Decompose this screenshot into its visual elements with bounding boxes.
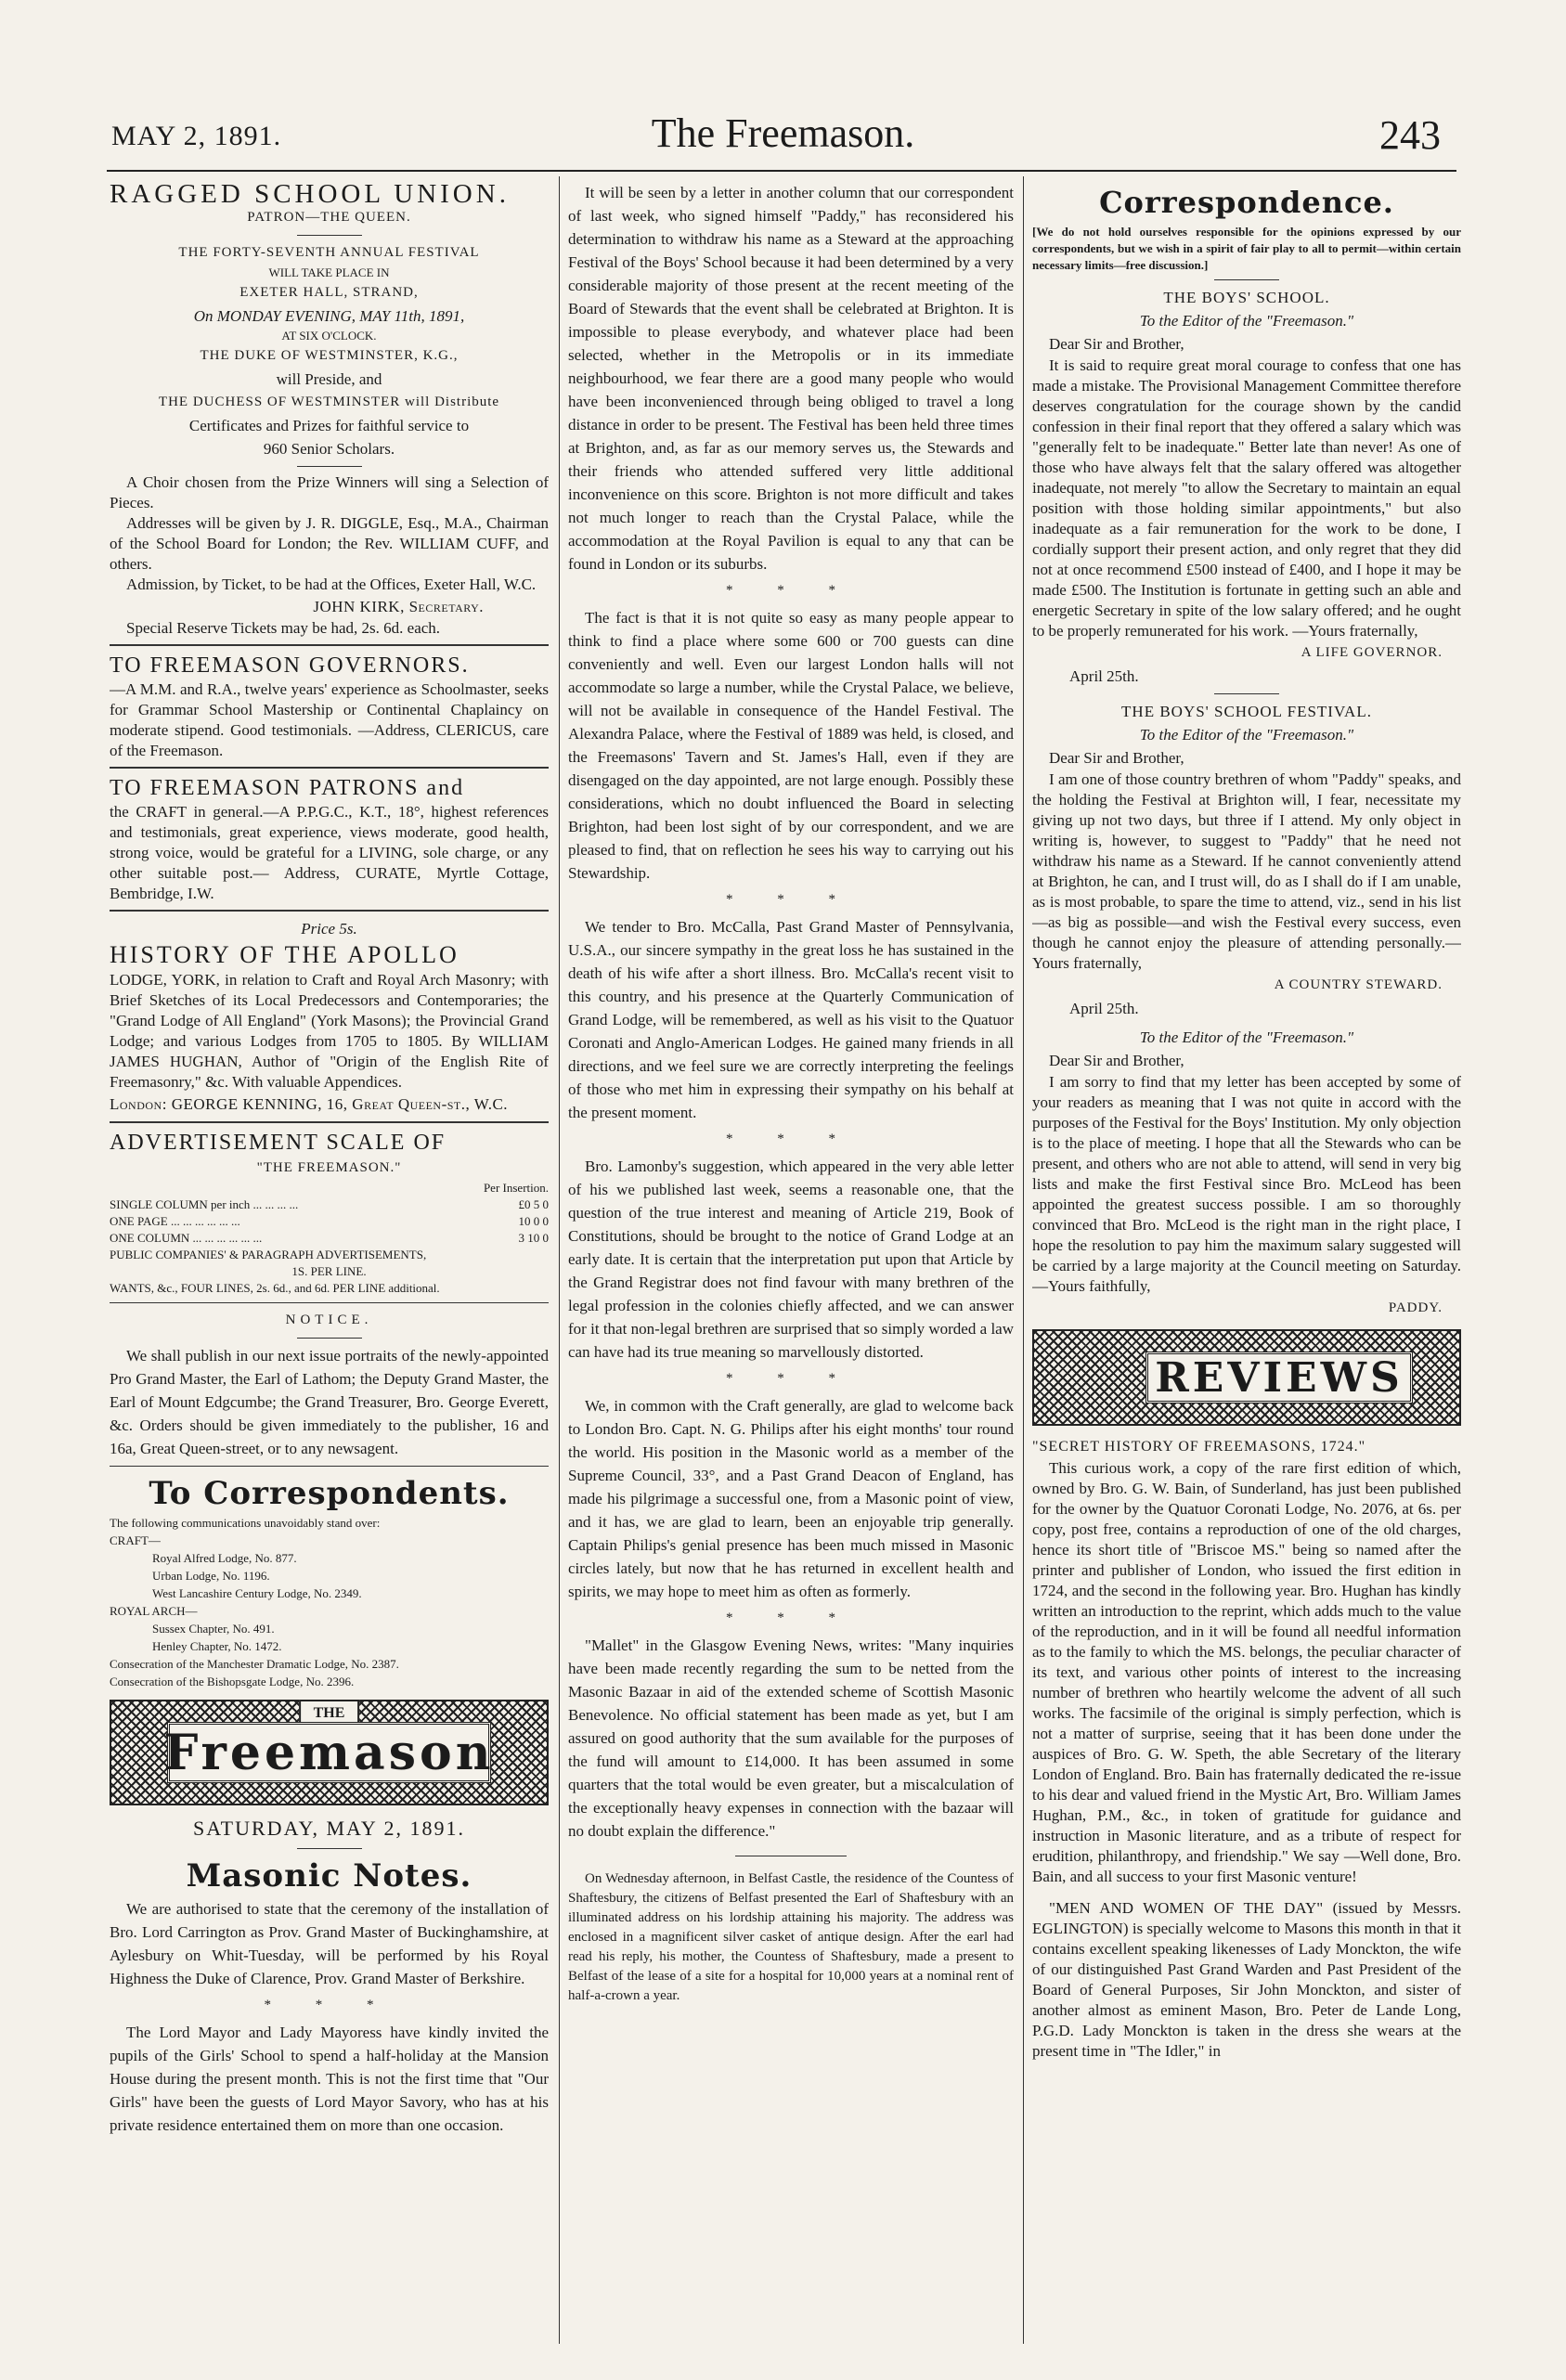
governors-heading: TO FREEMASON GOVERNORS. <box>110 653 470 678</box>
issue-date: SATURDAY, MAY 2, 1891. <box>193 1817 465 1840</box>
letter-salute: Dear Sir and Brother, <box>1049 1052 1184 1069</box>
adscale-row-label: ONE COLUMN ... ... ... ... ... ... <box>110 1231 263 1245</box>
divider <box>297 466 362 467</box>
divider <box>297 1848 362 1849</box>
letter-salute: Dear Sir and Brother, <box>1049 335 1184 353</box>
correspondents-heading: To Correspondents. <box>149 1475 510 1512</box>
section-stars: * * * <box>726 892 856 907</box>
letter-salute: Dear Sir and Brother, <box>1049 749 1184 767</box>
ragged-scholars: 960 Senior Scholars. <box>263 440 395 458</box>
divider <box>1214 279 1279 280</box>
adscale-heading: ADVERTISEMENT SCALE OF <box>110 1131 447 1155</box>
adscale-wants: WANTS, &c., FOUR LINES, 2s. 6d., and 6d. PER LINE additional. <box>110 1281 440 1295</box>
divider <box>110 1466 549 1467</box>
adscale-perline: 1S. PER LINE. <box>291 1264 367 1278</box>
correspondence-disclaimer: [We do not hold ourselves responsible for the opinions expressed by our correspondents, but we wish in a spirit of fair play to all to permit—within certain necessary limits—free discussion.] <box>1032 225 1461 272</box>
apollo-publisher: London: GEORGE KENNING, 16, Great Queen-st., W.C. <box>110 1095 509 1113</box>
patrons-heading: TO FREEMASON PATRONS and <box>110 776 465 800</box>
divider <box>110 644 549 646</box>
divider <box>110 910 549 912</box>
adscale-row <box>110 1196 549 1213</box>
craft-label: CRAFT— <box>110 1533 161 1547</box>
ragged-heading: RAGGED SCHOOL UNION. <box>110 181 510 209</box>
editorial-paragraph: On Wednesday afternoon, in Belfast Castle, the residence of the Countess of Shaftesbury, the citizens of Belfast presented the Earl of Shaftesbury with an illuminated address on his lordship attaining his majority. The address was enclosed in a magnificent silver casket of antique design. After the earl had read his reply, his mother, the Countess of Shaftesbury, made a present to Belfast of the lease of a site for a hospital for 10,000 years at a nominal rent of half-a-crown a year. <box>568 1871 1014 2003</box>
letter-to: To the Editor of the "Freemason." <box>1139 1028 1354 1046</box>
editorial-paragraph: Bro. Lamonby's suggestion, which appeared in the very able letter of his we published last week, seems a reasonable one, that the question of the true interest and meaning of Article 219, Book of Constitutions, should be brought to the notice of Grand Lodge at an early date. It is certain that the interpretation put upon that Article by the Grand Registrar does not find favour with many brethren of the legal profession in the colonies chiefly affected, and we can answer for it that non-legal brethren are surprised that so simply worded a law can have had its true meaning so marvellously distorted. <box>568 1158 1014 1361</box>
editorial-paragraph: We tender to Bro. McCalla, Past Grand Master of Pennsylvania, U.S.A., our sincere sympathy in the great loss he has sustained in the death of his wife after a short illness. Bro. McCalla's recent visit to this country, and his presence at the Quarterly Communication of Grand Lodge, will be remembered, as well as his visit to the Quatuor Coronati and Anglo-American Lodges. He gained many friends in all directions, and we feel sure we are correctly interpreting the feelings of those who met him in expressing their sympathy on his behalf at the present moment. <box>568 918 1014 1121</box>
letter-body: It is said to require great moral courage to confess that one has made a mistake. The Provisional Management Committee therefore deserves congratulation for the courage shown by the candid confession in their final report that they offered a salary which was "generally felt to be inadequate." Better late than never! As one of those who have always felt that the salary offered was altogether inadequate, not merely "to allow the Secretary to maintain an equal position with those holding similar appointments," but also inadequate as a fair remuneration for the work to be done, I cordially support their present action, and only regret that they did not at once recommend £500 instead of £400, and I hope it may be made £500. The Institution is fortunate in getting such an able and energetic Secretary in spite of the low salary offered; and he ought to be properly remunerated for his work. —Yours fraternally, <box>1032 356 1461 640</box>
consecration-item: Consecration of the Manchester Dramatic Lodge, No. 2387. <box>110 1657 399 1671</box>
apollo-heading: HISTORY OF THE APOLLO <box>110 941 459 968</box>
ragged-venue: EXETER HALL, STRAND, <box>239 285 419 300</box>
adscale-row-label: ONE PAGE ... ... ... ... ... ... <box>110 1214 240 1228</box>
review-body: "MEN AND WOMEN OF THE DAY" (issued by Messrs. EGLINGTON) is specially welcome to Masons this month in that it contains excellent speaking likenesses of Lady Monckton, the wife of our distinguished Past Grand Warden and Past President of the Board of General Purposes, Sir John Monckton, and sister of another almost as eminent Mason, Bro. Peter de Lande Long, P.G.D. Lady Monckton is taken in the dress she wears at the present time in "The Idler," in <box>1032 1899 1461 2060</box>
ragged-addresses: Addresses will be given by J. R. DIGGLE, Esq., M.A., Chairman of the School Board for London; the Rev. WILLIAM CUFF, and others. <box>110 514 549 573</box>
ragged-admission: Admission, by Ticket, to be had at the Offices, Exeter Hall, W.C. <box>126 576 537 593</box>
divider <box>110 1302 549 1303</box>
notes-paragraph: The Lord Mayor and Lady Mayoress have kindly invited the pupils of the Girls' School to spend a half-holiday at the Mansion House during the present month. This is not the first time that "Our Girls" have been the guests of Lord Mayor Savory, who has at his private residence entertained them on more than one occasion. <box>110 2024 549 2134</box>
letter-to: To the Editor of the "Freemason." <box>1139 312 1354 330</box>
reviews-banner <box>1032 1329 1461 1426</box>
letter-title: THE BOYS' SCHOOL FESTIVAL. <box>1121 703 1372 720</box>
ragged-patron: PATRON—THE QUEEN. <box>247 210 411 225</box>
masonic-notes-heading: Masonic Notes. <box>186 1857 472 1895</box>
divider <box>297 235 362 236</box>
divider <box>110 767 549 769</box>
section-stars: * * * <box>264 1998 395 2012</box>
adscale-row <box>110 1213 549 1230</box>
review-title: "SECRET HISTORY OF FREEMASONS, 1724." <box>1032 1439 1366 1455</box>
editorial-paragraph: "Mallet" in the Glasgow Evening News, writes: "Many inquiries have been made recently regarding the sum to be netted from the Masonic Bazaar in aid of the extended scheme of Scottish Masonic Benevolence. No official statement has been made as yet, but I am assured on good authority that the sum available for the purposes of the fund will amount to £14,000. It has been assumed in some quarters that the total would be even greater, but a miscalculation of the exceptionally heavy expenses in connection with the bazaar will no doubt explain the difference." <box>568 1636 1014 1840</box>
letter-signature: A LIFE GOVERNOR. <box>1301 645 1443 660</box>
ragged-choir: A Choir chosen from the Prize Winners will sing a Selection of Pieces. <box>110 473 549 511</box>
craft-item: Urban Lodge, No. 1196. <box>152 1569 270 1583</box>
ragged-time: AT SIX O'CLOCK. <box>281 329 377 343</box>
column-right <box>1032 181 1461 2344</box>
ragged-duchess: THE DUCHESS OF WESTMINSTER will Distribute <box>158 395 500 409</box>
apollo-price: Price 5s. <box>301 920 357 938</box>
arch-item: Sussex Chapter, No. 491. <box>152 1622 275 1636</box>
adscale-sub: "THE FREEMASON." <box>256 1160 402 1175</box>
page-number: 243 <box>1379 112 1441 158</box>
adscale-per: Per Insertion. <box>483 1181 549 1195</box>
adscale-public: PUBLIC COMPANIES' & PARAGRAPH ADVERTISEMENTS, <box>110 1248 427 1261</box>
adscale-row-value: £0 5 0 <box>518 1197 549 1211</box>
letter-signature: A COUNTRY STEWARD. <box>1274 977 1443 992</box>
section-stars: * * * <box>726 1610 856 1625</box>
divider <box>110 1121 549 1123</box>
ragged-special: Special Reserve Tickets may be had, 2s. 6d. each. <box>126 619 441 637</box>
section-stars: * * * <box>726 1371 856 1386</box>
editorial-paragraph: We, in common with the Craft generally, are glad to welcome back to London Bro. Capt. N. G. Philips after his eight months' tour round the world. His position in the Masonic world as a member of the Supreme Council, 33°, and a Past Grand Deacon of England, has made his pilgrimage a successful one, from a Masonic point of view, and it has, we are glad to learn, been an enjoyable trip generally. Captain Philips's genial presence has been much missed in Masonic circles lately, but now that he has returned in excellent health and spirits, we may hope to meet him as often as formerly. <box>568 1397 1014 1600</box>
ragged-duke: THE DUKE OF WESTMINSTER, K.G., <box>200 348 459 363</box>
adscale-row-label: SINGLE COLUMN per inch ... ... ... ... <box>110 1197 299 1211</box>
letter-to: To the Editor of the "Freemason." <box>1139 726 1354 744</box>
correspondents-intro: The following communications unavoidably stand over: <box>110 1516 381 1530</box>
section-stars: * * * <box>726 1132 856 1146</box>
spacer <box>1032 1887 1461 1898</box>
ragged-will-take: WILL TAKE PLACE IN <box>268 265 390 279</box>
newspaper-title: The Freemason. <box>651 110 915 156</box>
editorial-paragraph: The fact is that it is not quite so easy as many people appear to think to find a place where some 600 or 700 guests can dine conveniently and well. Even our largest London halls will not accommodate so large a number, while the Crystal Palace, we believe, will not be available in consequence of the Handel Festival. The Alexandra Palace, where the Festival of 1889 was held, is closed, and the Freemasons' Tavern and St. James's Hall, even if they are disengaged on the day appointed, are not large enough. Possibly these considerations, which no doubt influenced the Board in selecting Brighton, had been lost sight of by our correspondent, and we are pleased to find, that on reflection he sees his way to carrying out his Stewardship. <box>568 609 1014 882</box>
divider <box>297 1338 362 1339</box>
notice-body: We shall publish in our next issue portraits of the newly-appointed Pro Grand Master, the Earl of Lathom; the Deputy Grand Master, the Earl of Mount Edgcumbe; the Grand Treasurer, Bro. George Everett, &c. Orders should be given immediately to the publisher, 16 and 16a, Great Queen-street, or to any newsagent. <box>110 1347 549 1457</box>
letter-body: I am one of those country brethren of whom "Paddy" speaks, and the holding the Festival at Brighton will, I fear, necessitate my giving up not two days, but three if I attend. My only object in writing is, however, to suggest to "Paddy" that he need not withdraw his name as a Steward. If he cannot conveniently attend at Brighton, he can, and I trust will, do as I shall do if I am unable, as is most probable, to spare the time to attend, viz., send in his list—as big as possible—and wish the Festival every success, even though he cannot enjoy the pleasure of attending personally.—Yours fraternally, <box>1032 770 1461 972</box>
notice-heading: NOTICE. <box>285 1313 373 1327</box>
arch-item: Henley Chapter, No. 1472. <box>152 1639 282 1653</box>
editorial-paragraph: It will be seen by a letter in another column that our correspondent of last week, who signed himself "Paddy," has reconsidered his determination to withdraw his name as a Steward at the approaching Festival of the Boys' School because it had been determined by a very considerable majority of those present at the recent meeting of the Board of Stewards that the event shall be celebrated at Brighton. It is impossible to please everybody, and whatever place had been selected, whether in the Metropolis or in its immediate neighbourhood, we fear there are a good many people who would have been inconvenienced through being obliged to travel a long distance in order to be present. The Festival has been held three times at Brighton, and, as far as our memory serves us, the Stewards and their friends who attended suffered very little additional inconvenience on this score. Brighton is not more difficult and takes not much longer to reach than the Crystal Palace, while the accommodation at the Royal Pavilion is equal to any that can be found in London or its suburbs. <box>568 184 1014 573</box>
ragged-certs: Certificates and Prizes for faithful service to <box>188 417 470 434</box>
masthead-word: Freemason <box>167 1722 491 1783</box>
adscale-row <box>110 1230 549 1247</box>
section-stars: * * * <box>726 583 856 598</box>
craft-item: Royal Alfred Lodge, No. 877. <box>152 1551 297 1565</box>
letter-title: THE BOYS' SCHOOL. <box>1163 289 1330 306</box>
ragged-festival: THE FORTY-SEVENTH ANNUAL FESTIVAL <box>178 245 480 260</box>
column-middle <box>568 181 1014 2344</box>
masthead-tab: THE <box>299 1700 360 1727</box>
letter-date: April 25th. <box>1069 667 1139 685</box>
freemason-masthead <box>110 1700 549 1805</box>
governors-body: —A M.M. and R.A., twelve years' experience as Schoolmaster, seeks for Grammar School Mastership or Continental Chaplaincy on moderate stipend. Good testimonials. —Address, CLERICUS, care of the Freemason. <box>110 680 549 759</box>
adscale-row-value: 10 0 0 <box>518 1214 549 1228</box>
review-body: This curious work, a copy of the rare first edition of which, owned by Bro. G. W. Bain, of Sunderland, has just been published for the owner by the Quatuor Coronati Lodge, No. 2076, at 6s. per copy, post free, contains a reproduction of one of the old charges, hence its short title of "Briscoe MS." being so named after the printer and publisher of London, who issued the first edition in 1724, and the second in the following year. Bro. Hughan has kindly written an introduction to the reprint, which adds much to the value of the reproduction, and in it will be found all needful information as to the family to which the MS. belongs, the peculiar character of its text, and various other points of interest to the increasing number of brethren who heartily welcome the advent of all such works. The facsimile of the original is simply perfection, which is not a matter of surprise, seeing that it has been done under the auspices of Bro. G. W. Speth, the able Secretary of the literary London of England. Bro. Bain has fraternally dedicated the re-issue to his dear and valued friend in the Mystic Art, Bro. William James Hughan, P.M., &c., in token of gratitude for guidance and instruction in Masonic literature, and as a tribute of respect for erudition, philanthropy, and friendship." We say —Well done, Bro. Bain, and all success to your first Masonic venture! <box>1032 1459 1461 1885</box>
ragged-preside: will Preside, and <box>276 370 382 388</box>
adscale-row-value: 3 10 0 <box>518 1231 549 1245</box>
reviews-banner-word: REVIEWS <box>1145 1352 1413 1403</box>
column-divider <box>559 176 560 2344</box>
header-rule <box>107 170 1456 172</box>
letter-date: April 25th. <box>1069 1000 1139 1017</box>
ragged-signed: JOHN KIRK, Secretary. <box>313 598 484 615</box>
apollo-body: LODGE, YORK, in relation to Craft and Royal Arch Masonry; with Brief Sketches of its Local Predecessors and Contemporaries; the "Grand Lodge of All England" (York Masons); the Provincial Grand Lodge; and various Lodges from 1705 to 1805. By WILLIAM JAMES HUGHAN, Author of "Origin of the English Rite of Freemasonry," &c. With valuable Appendices. <box>110 971 549 1091</box>
patrons-body: the CRAFT in general.—A P.P.G.C., K.T., 18°, highest references and testimonials, great experience, views moderate, good health, strong voice, would be grateful for a LIVING, sole charge, or any other suitable post.— Address, CURATE, Myrtle Cottage, Bembridge, I.W. <box>110 803 549 902</box>
column-divider <box>1023 176 1024 2344</box>
craft-item: West Lancashire Century Lodge, No. 2349. <box>152 1586 362 1600</box>
letter-signature: PADDY. <box>1388 1300 1443 1315</box>
notes-paragraph: We are authorised to state that the ceremony of the installation of Bro. Lord Carrington as Prov. Grand Master of Buckinghamshire, at Aylesbury on Whit-Tuesday, will be performed by his Royal Highness the Duke of Clarence, Prov. Grand Master of Berkshire. <box>110 1900 549 1987</box>
letter-body: I am sorry to find that my letter has been accepted by some of your readers as meaning that I was not quite in accord with the purposes of the Festival for the Boys' Institution. My only objection is to the place of meeting. I hope that all the Stewards who can be present, and others who are not able to attend, will send in very big lists and make the first Festival since Bro. McLeod has been appointed the greatest success possible. I am so thoroughly convinced that Bro. McLeod is the right man in the right place, I hope the resolution to pay him the maximum salary suggested will be carried by a large majority at the Council meeting on Saturday.—Yours faithfully, <box>1032 1073 1461 1295</box>
consecration-item: Consecration of the Bishopsgate Lodge, No. 2396. <box>110 1675 355 1688</box>
column-left <box>110 181 549 2344</box>
divider <box>1214 693 1279 694</box>
issue-date-header: MAY 2, 1891. <box>111 121 282 151</box>
arch-label: ROYAL ARCH— <box>110 1604 198 1618</box>
correspondence-heading: Correspondence. <box>1099 185 1394 220</box>
ragged-when: On MONDAY EVENING, MAY 11th, 1891, <box>193 307 465 325</box>
